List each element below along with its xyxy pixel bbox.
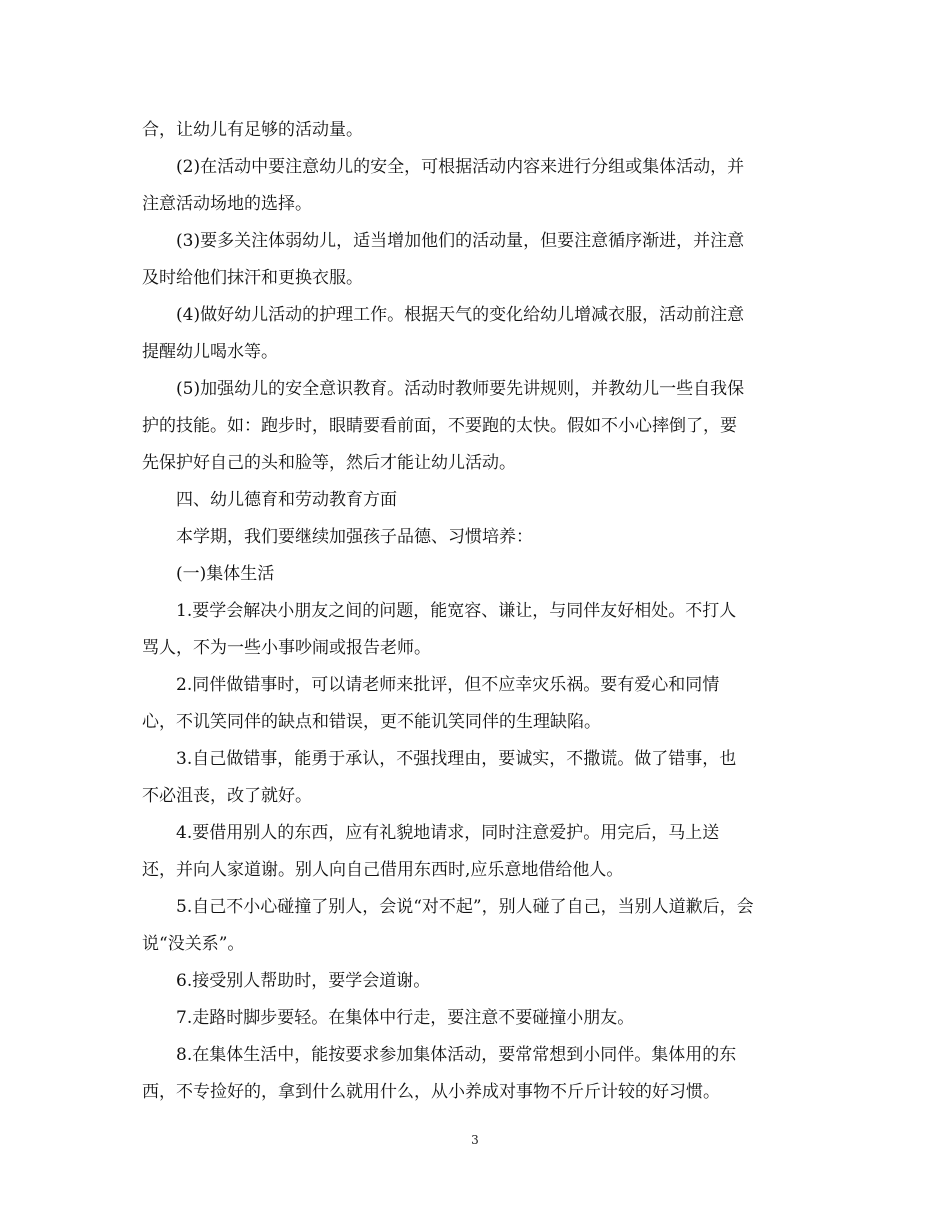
text-line: 8.在集体生活中，能按要求参加集体活动，要常常想到小同伴。集体用的东: [176, 1045, 737, 1065]
text-line: 不必沮丧，改了就好。: [142, 786, 312, 806]
text-line: 护的技能。如：跑步时，眼睛要看前面，不要跑的太快。假如不小心摔倒了，要: [142, 416, 737, 436]
text-line: (5)加强幼儿的安全意识教育。活动时教师要先讲规则，并教幼儿一些自我保: [176, 379, 745, 399]
text-line: (3)要多关注体弱幼儿，适当增加他们的活动量，但要注意循序渐进，并注意: [176, 231, 745, 251]
text-line: 说“没关系”。: [142, 934, 245, 954]
text-line: (2)在活动中要注意幼儿的安全，可根据活动内容来进行分组或集体活动，并: [176, 157, 745, 177]
text-line: 本学期，我们要继续加强孩子品德、习惯培养：: [176, 527, 533, 547]
text-line: 4.要借用别人的东西，应有礼貌地请求，同时注意爱护。用完后，马上送: [176, 823, 720, 843]
text-line: 5.自己不小心碰撞了别人，会说“对不起”，别人碰了自己，当别人道歉后，会: [176, 897, 754, 917]
document-body: [142, 112, 814, 1111]
text-line: 骂人，不为一些小事吵闹或报告老师。: [142, 638, 431, 658]
text-line: 还，并向人家道谢。别人向自己借用东西时,应乐意地借给他人。: [142, 860, 624, 880]
text-line: 2.同伴做错事时，可以请老师来批评，但不应幸灾乐祸。要有爱心和同情: [176, 675, 720, 695]
text-line: 心，不讥笑同伴的缺点和错误，更不能讥笑同伴的生理缺陷。: [142, 712, 601, 732]
text-line: 注意活动场地的选择。: [142, 194, 312, 214]
text-line: 3.自己做错事，能勇于承认，不强找理由，要诚实，不撒谎。做了错事，也: [176, 749, 737, 769]
text-line: 合，让幼儿有足够的活动量。: [142, 120, 363, 140]
text-line: (一)集体生活: [176, 564, 275, 584]
text-line: 四、幼儿德育和劳动教育方面: [176, 490, 397, 510]
text-line: 6.接受别人帮助时，要学会道谢。: [176, 971, 431, 991]
text-line: 西，不专捡好的，拿到什么就用什么，从小养成对事物不斤斤计较的好习惯。: [142, 1082, 720, 1102]
text-line: 先保护好自己的头和脸等，然后才能让幼儿活动。: [142, 453, 516, 473]
text-line: (4)做好幼儿活动的护理工作。根据天气的变化给幼儿增减衣服，活动前注意: [176, 305, 745, 325]
text-line: 1.要学会解决小朋友之间的问题，能宽容、谦让，与同伴友好相处。不打人: [176, 601, 737, 621]
page-number: 3: [471, 1133, 479, 1147]
text-line: 提醒幼儿喝水等。: [142, 342, 278, 362]
text-line: 及时给他们抹汗和更换衣服。: [142, 268, 363, 288]
text-line: 7.走路时脚步要轻。在集体中行走，要注意不要碰撞小朋友。: [176, 1008, 635, 1028]
